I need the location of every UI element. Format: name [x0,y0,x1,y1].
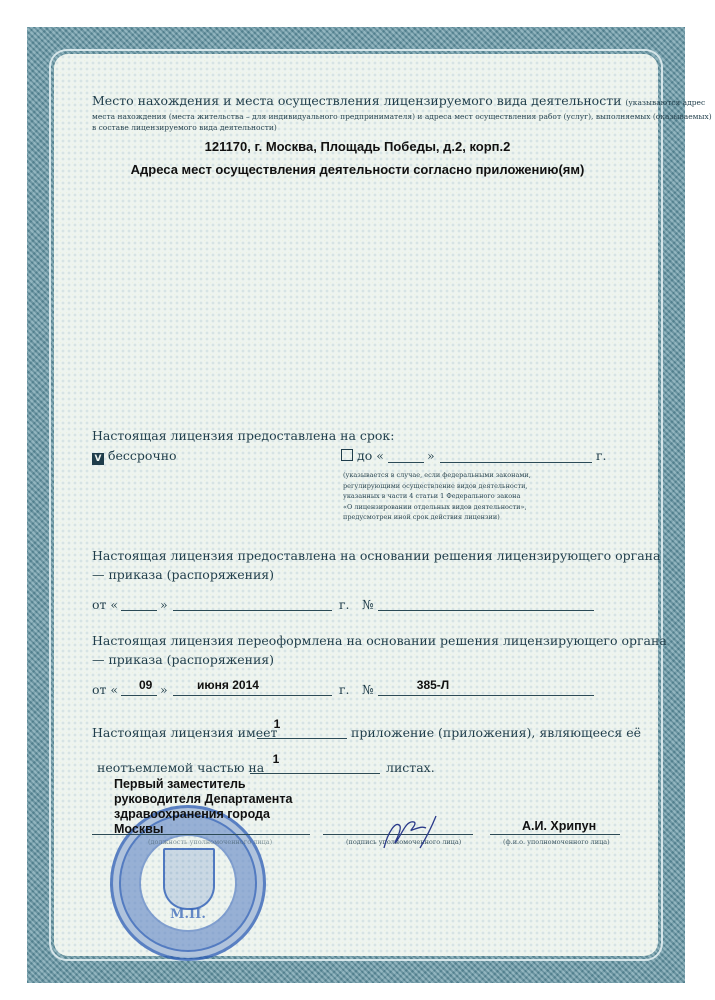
reissued-year-suffix: г. [339,682,350,697]
reissued-from-prefix: от « [92,682,119,697]
reissued-month-year-value: июня 2014 [197,678,259,692]
granted-from-prefix: от « [92,597,119,612]
term-heading: Настоящая лицензия предоставлена на срок: [92,428,395,443]
address-sub: Адреса мест осуществления деятельности согласно приложению(ям) [130,162,585,177]
until-day-field[interactable] [388,462,424,463]
attachments-sheets-value: 1 [272,752,280,766]
signer-position-line: руководителя Департамента [114,792,293,806]
reissued-line-2: — приказа (распоряжения) [92,652,275,667]
term-unlimited-option[interactable] [92,448,177,465]
attachments-line-2-suffix: листах. [386,760,435,775]
signer-position-line: здравоохранения города [114,807,270,821]
reissued-number-field[interactable] [378,695,594,696]
unlimited-checkbox[interactable]: V [92,453,104,465]
until-checkbox[interactable] [341,449,353,461]
reissued-day-field[interactable] [121,695,157,696]
attachments-sheets-field[interactable] [250,773,380,774]
signer-position-line: Первый заместитель [114,777,246,791]
location-note-line-3: в составе лицензируемого вида деятельности) [92,123,277,132]
location-note-start: (указываются адрес [625,98,706,107]
signer-position [114,777,292,837]
term-until-option[interactable] [341,448,384,463]
granted-month-year-field[interactable] [173,610,332,611]
signer-position-line: Москвы [114,822,164,836]
granted-line-1: Настоящая лицензия предоставлена на основании решения лицензирующего органа [92,548,661,563]
attachments-line-1-prefix: Настоящая лицензия имеет [92,725,278,740]
granted-year-suffix: г. [339,597,350,612]
reissued-day-value: 09 [139,678,153,692]
attachments-line-1-suffix: приложение (приложения), являющееся её [351,725,642,740]
seal-mark: М.П. [170,906,206,922]
term-note-line: регулирующими осуществление видов деятельности, [343,481,528,490]
reissued-number-prefix: № [362,682,374,697]
until-year-suffix: г. [596,448,607,463]
term-note [343,470,531,523]
term-note-line: указанных в части 4 статьи 1 Федерального закона [343,492,521,500]
granted-day-field[interactable] [121,610,157,611]
location-note-line-2: места нахождения (места жительства – для индивидуального предпринимателя) и адреса мест осуществления работ (услуг), выполняемых (оказываемых) [92,112,712,121]
reissued-from-mid: » [160,682,168,697]
term-note-line: предусмотрен иной срок действия лицензии) [343,513,500,521]
position-caption: (должность уполномоченного лица) [148,838,273,846]
term-note-line: «О лицензировании отдельных видов деятельности», [343,502,527,511]
attachments-line-2-prefix: неотъемлемой частью на [97,760,265,775]
reissued-month-year-field[interactable] [173,695,332,696]
attachments-count-field[interactable] [257,738,347,739]
granted-number-field[interactable] [378,610,594,611]
location-heading [92,93,705,108]
address: 121170, г. Москва, Площадь Победы, д.2, корп.2 [204,139,511,154]
handwritten-signature-icon [378,812,448,852]
name-caption: (ф.и.о. уполномоченного лица) [503,838,610,846]
reissued-number-value: 385-Л [416,678,450,692]
granted-line-2: — приказа (распоряжения) [92,567,275,582]
location-heading-text: Место нахождения и места осуществления лицензируемого вида деятельности [92,93,622,108]
name-line [490,834,620,835]
signer-name: А.И. Хрипун [522,819,597,833]
until-date-field[interactable] [440,462,592,463]
granted-from-mid: » [160,597,168,612]
position-line [92,834,310,835]
until-mid: » [427,448,435,463]
attachments-count-value: 1 [273,717,281,731]
reissued-line-1: Настоящая лицензия переоформлена на основании решения лицензирующего органа [92,633,667,648]
signature-caption: (подпись уполномоченного лица) [346,838,462,846]
unlimited-label: бессрочно [108,448,177,463]
until-prefix: до « [357,448,384,463]
granted-number-prefix: № [362,597,374,612]
term-note-line: (указывается в случае, если федеральными законами, [343,471,531,479]
